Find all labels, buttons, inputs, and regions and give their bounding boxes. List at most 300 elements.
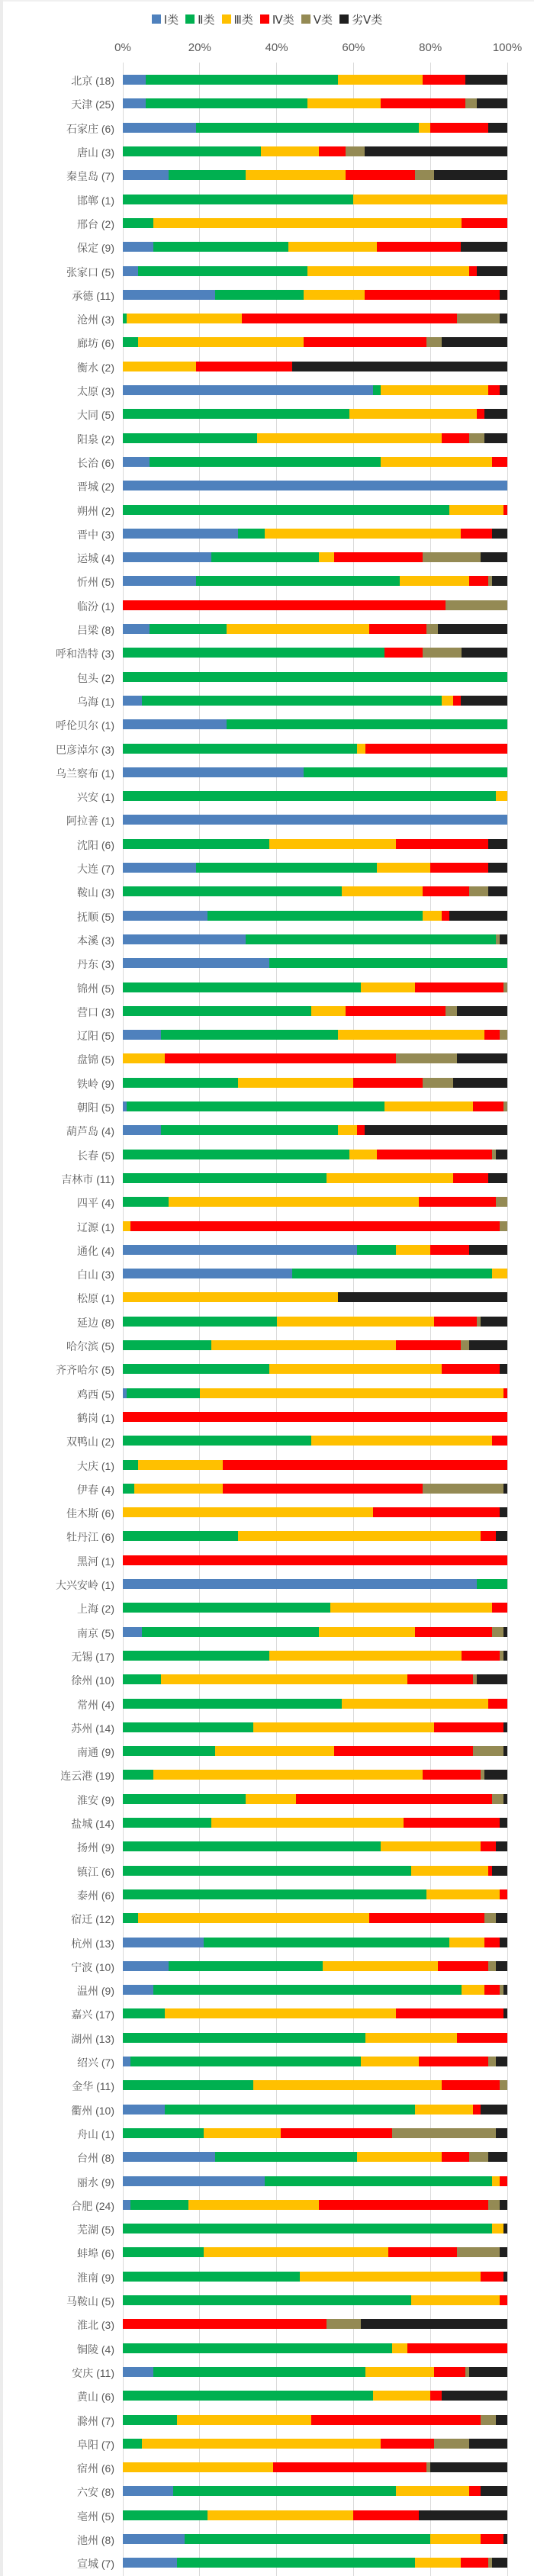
bar-segment-Ⅲ类: [177, 2415, 311, 2425]
bar-segment-Ⅲ类: [492, 2176, 500, 2186]
bar-segment-Ⅱ类: [357, 1245, 395, 1255]
bar-segment-Ⅰ类: [123, 1938, 204, 1947]
chart-row: [0, 2240, 534, 2264]
bar-segment-Ⅰ类: [123, 290, 215, 300]
city-label: 扬州 (9): [77, 1841, 114, 1854]
bar-segment-Ⅳ类: [462, 1651, 500, 1661]
bar-segment-Ⅱ类: [123, 2033, 365, 2043]
bar-segment-Ⅲ类: [123, 1221, 130, 1231]
bar-segment-Ⅱ类: [123, 1197, 169, 1207]
bar-segment-Ⅴ类: [481, 2415, 496, 2425]
bar-segment-Ⅳ类: [492, 1603, 507, 1613]
bar-segment-劣Ⅴ类: [488, 886, 507, 896]
bar-segment-劣Ⅴ类: [462, 648, 507, 658]
bar-segment-Ⅴ类: [469, 433, 484, 443]
chart-row: [0, 2312, 534, 2336]
stacked-bar: [123, 1150, 507, 1159]
bar-segment-Ⅱ类: [123, 1173, 327, 1183]
chart-row: [0, 2073, 534, 2097]
city-label: 南通 (9): [77, 1746, 114, 1759]
chart-row: [0, 140, 534, 163]
city-label: 上海 (2): [77, 1603, 114, 1616]
bar-segment-Ⅲ类: [319, 1627, 415, 1637]
chart-row: [0, 426, 534, 450]
chart-row: [0, 1452, 534, 1476]
bar-segment-Ⅲ类: [138, 1460, 223, 1470]
bar-segment-Ⅱ类: [123, 982, 361, 992]
city-label: 宿州 (6): [77, 2462, 114, 2475]
chart-row: [0, 1691, 534, 1715]
bar-segment-Ⅴ类: [434, 2439, 468, 2449]
stacked-bar: [123, 1818, 507, 1828]
chart-row: [0, 2455, 534, 2479]
bar-segment-Ⅱ类: [207, 911, 423, 921]
city-label: 邢台 (2): [77, 217, 114, 230]
bar-segment-Ⅰ类: [123, 2176, 265, 2186]
bar-segment-Ⅲ类: [161, 1674, 407, 1684]
bar-segment-Ⅳ类: [123, 1555, 507, 1565]
bar-segment-Ⅰ类: [123, 911, 207, 921]
city-label: 芜湖 (5): [77, 2224, 114, 2237]
bar-segment-Ⅳ类: [123, 2319, 327, 2329]
bar-segment-Ⅲ类: [307, 266, 469, 276]
bar-segment-劣Ⅴ类: [457, 1053, 507, 1063]
city-label: 鹤岗 (1): [77, 1411, 114, 1424]
bar-segment-Ⅱ类: [123, 146, 261, 156]
bar-segment-Ⅲ类: [134, 1484, 223, 1494]
bar-segment-Ⅲ类: [323, 1961, 438, 1971]
stacked-bar: [123, 863, 507, 873]
bar-segment-Ⅳ类: [484, 1030, 500, 1040]
bar-segment-Ⅱ类: [123, 1364, 269, 1374]
stacked-bar: [123, 314, 507, 323]
bar-segment-Ⅱ类: [146, 75, 338, 85]
stacked-bar: [123, 1436, 507, 1446]
bar-segment-Ⅴ类: [423, 648, 461, 658]
bar-segment-Ⅳ类: [396, 839, 488, 849]
stacked-bar: [123, 2200, 507, 2210]
stacked-bar: [123, 170, 507, 180]
city-label: 湖州 (13): [71, 2032, 114, 2045]
city-label: 松原 (1): [77, 1292, 114, 1305]
bar-segment-Ⅳ类: [469, 576, 488, 586]
bar-segment-Ⅳ类: [442, 2152, 468, 2162]
stacked-bar: [123, 1889, 507, 1899]
city-label: 大庆 (1): [77, 1459, 114, 1472]
chart-row: [0, 355, 534, 378]
bar-segment-Ⅳ类: [484, 1985, 500, 1995]
stacked-bar: [123, 886, 507, 896]
stacked-bar: [123, 1913, 507, 1923]
stacked-bar: [123, 2534, 507, 2544]
chart-row: [0, 1023, 534, 1047]
bar-segment-Ⅱ类: [123, 195, 353, 204]
stacked-bar: [123, 2558, 507, 2568]
bar-segment-Ⅱ类: [123, 1746, 215, 1756]
chart-row: [0, 1906, 534, 1930]
bar-segment-Ⅳ类: [369, 624, 427, 634]
city-label: 安庆 (11): [72, 2366, 114, 2379]
city-label: 朝阳 (5): [77, 1101, 114, 1114]
stacked-bar: [123, 98, 507, 108]
chart-row: [0, 2479, 534, 2503]
stacked-bar: [123, 815, 507, 825]
bar-segment-Ⅱ类: [165, 2105, 415, 2115]
stacked-bar: [123, 2080, 507, 2090]
bar-segment-Ⅳ类: [377, 242, 462, 252]
legend-label: Ⅲ类: [233, 13, 253, 27]
bar-segment-Ⅲ类: [123, 1507, 373, 1517]
bar-segment-Ⅳ类: [434, 2367, 465, 2377]
bar-segment-Ⅳ类: [223, 1460, 507, 1470]
bar-segment-Ⅲ类: [138, 1913, 368, 1923]
city-label: 葫芦岛 (4): [66, 1125, 114, 1138]
chart-row: [0, 188, 534, 211]
bar-segment-Ⅳ类: [434, 1317, 476, 1327]
bar-segment-劣Ⅴ类: [484, 433, 507, 443]
stacked-bar: [123, 2415, 507, 2425]
bar-segment-劣Ⅴ类: [496, 1961, 507, 1971]
chart-row: [0, 1524, 534, 1548]
stacked-bar: [123, 2008, 507, 2018]
bar-segment-Ⅰ类: [123, 170, 169, 180]
bar-segment-Ⅱ类: [123, 839, 269, 849]
bar-segment-劣Ⅴ类: [492, 1866, 507, 1876]
chart-row: [0, 1835, 534, 1858]
bar-segment-Ⅰ类: [123, 242, 153, 252]
chart-row: [0, 2121, 534, 2145]
stacked-bar: [123, 2176, 507, 2186]
bar-segment-Ⅲ类: [462, 1985, 484, 1995]
chart-row: [0, 904, 534, 928]
bar-segment-Ⅲ类: [496, 791, 507, 801]
bar-segment-Ⅲ类: [269, 839, 396, 849]
chart-row: [0, 2169, 534, 2192]
city-label: 阳泉 (2): [77, 433, 114, 445]
chart-row: [0, 1214, 534, 1237]
bar-segment-Ⅳ类: [488, 385, 500, 395]
bar-segment-Ⅲ类: [138, 337, 304, 347]
bar-segment-Ⅱ类: [123, 1484, 134, 1494]
chart-row: [0, 1811, 534, 1835]
bar-segment-劣Ⅴ类: [500, 2200, 507, 2210]
city-label: 包头 (2): [77, 671, 114, 684]
bar-segment-Ⅲ类: [342, 886, 423, 896]
chart-row: [0, 522, 534, 545]
bar-segment-Ⅳ类: [453, 696, 461, 706]
bar-segment-Ⅱ类: [123, 505, 449, 515]
stacked-bar: [123, 2391, 507, 2401]
bar-segment-劣Ⅴ类: [457, 1006, 507, 1016]
bar-segment-Ⅳ类: [492, 457, 507, 467]
bar-segment-劣Ⅴ类: [365, 146, 507, 156]
bar-segment-Ⅳ类: [407, 1674, 473, 1684]
bar-segment-Ⅱ类: [123, 2510, 207, 2520]
stacked-bar: [123, 1101, 507, 1111]
x-tick-label: 100%: [492, 41, 523, 54]
bar-segment-劣Ⅴ类: [481, 1317, 507, 1327]
bar-segment-Ⅱ类: [123, 1841, 381, 1851]
chart-row: [0, 975, 534, 999]
bar-segment-Ⅰ类: [123, 481, 507, 490]
bar-segment-Ⅰ类: [123, 385, 373, 395]
bar-segment-Ⅲ类: [211, 1818, 404, 1828]
chart-row: [0, 68, 534, 92]
bar-segment-Ⅱ类: [123, 409, 349, 419]
bar-segment-Ⅲ类: [319, 552, 334, 562]
bar-segment-Ⅲ类: [238, 1531, 481, 1541]
city-label: 沧州 (3): [77, 314, 114, 326]
bar-segment-Ⅱ类: [150, 457, 380, 467]
bar-segment-Ⅳ类: [500, 2176, 507, 2186]
city-label: 运城 (4): [77, 552, 114, 565]
bar-segment-劣Ⅴ类: [430, 2462, 507, 2472]
bar-segment-Ⅳ类: [242, 314, 457, 323]
bar-segment-劣Ⅴ类: [484, 1770, 507, 1780]
bar-segment-Ⅲ类: [492, 2224, 503, 2233]
bar-segment-劣Ⅴ类: [365, 1125, 507, 1135]
bar-segment-Ⅲ类: [123, 2462, 273, 2472]
stacked-bar: [123, 2247, 507, 2257]
city-label: 兴安 (1): [77, 791, 114, 804]
bar-segment-Ⅴ类: [503, 1101, 507, 1111]
bar-segment-劣Ⅴ类: [500, 385, 507, 395]
bar-segment-劣Ⅴ类: [500, 1818, 507, 1828]
stacked-bar: [123, 1388, 507, 1398]
chart-row: [0, 2193, 534, 2217]
bar-segment-Ⅳ类: [396, 1340, 462, 1350]
bar-segment-Ⅱ类: [123, 337, 138, 347]
bar-segment-劣Ⅴ类: [338, 1292, 507, 1302]
bar-segment-劣Ⅴ类: [500, 1364, 507, 1374]
bar-segment-Ⅴ类: [488, 2057, 496, 2066]
city-label: 阜阳 (7): [77, 2438, 114, 2451]
bar-segment-Ⅱ类: [130, 2057, 361, 2066]
bar-segment-劣Ⅴ类: [469, 1340, 507, 1350]
bar-segment-Ⅲ类: [269, 1651, 462, 1661]
bar-segment-Ⅰ类: [123, 767, 304, 777]
bar-segment-劣Ⅴ类: [492, 2558, 507, 2568]
bar-segment-Ⅴ类: [500, 1030, 507, 1040]
chart-row: [0, 2265, 534, 2288]
bar-segment-Ⅱ类: [123, 2295, 411, 2305]
bar-segment-Ⅴ类: [392, 2128, 496, 2138]
city-label: 马鞍山 (5): [66, 2295, 114, 2308]
chart-row: [0, 1620, 534, 1644]
bar-segment-Ⅲ类: [277, 1317, 435, 1327]
bar-segment-Ⅳ类: [442, 1364, 500, 1374]
city-label: 绍兴 (7): [77, 2057, 114, 2069]
bar-segment-Ⅰ类: [123, 719, 227, 729]
stacked-bar: [123, 2343, 507, 2353]
city-label: 辽阳 (5): [77, 1030, 114, 1043]
bar-segment-Ⅱ类: [123, 1150, 349, 1159]
bar-segment-Ⅳ类: [438, 1961, 488, 1971]
stacked-bar: [123, 767, 507, 777]
city-label: 徐州 (10): [71, 1674, 114, 1687]
bar-segment-劣Ⅴ类: [503, 2272, 507, 2282]
legend-label: Ⅱ类: [198, 13, 215, 27]
legend-label: Ⅴ类: [313, 13, 333, 27]
bar-segment-Ⅱ类: [123, 672, 507, 682]
bar-segment-Ⅲ类: [327, 1173, 453, 1183]
bar-segment-Ⅱ类: [169, 170, 246, 180]
bar-segment-Ⅰ类: [123, 624, 150, 634]
bar-segment-Ⅳ类: [503, 1388, 507, 1398]
city-label: 临汾 (1): [77, 600, 114, 613]
city-label: 丽水 (9): [77, 2176, 114, 2188]
bar-segment-劣Ⅴ类: [469, 1245, 507, 1255]
chart-row: [0, 1500, 534, 1524]
city-label: 营口 (3): [77, 1005, 114, 1018]
bar-segment-Ⅱ类: [265, 2176, 491, 2186]
city-label: 大连 (7): [77, 863, 114, 876]
bar-segment-Ⅳ类: [273, 2462, 427, 2472]
bar-segment-Ⅱ类: [123, 1794, 246, 1804]
bar-segment-Ⅱ类: [227, 719, 507, 729]
bar-segment-Ⅴ类: [465, 98, 477, 108]
stacked-bar: [123, 1221, 507, 1231]
stacked-bar: [123, 1770, 507, 1780]
bar-segment-Ⅲ类: [300, 2272, 481, 2282]
bar-segment-Ⅳ类: [381, 98, 465, 108]
bar-segment-Ⅱ类: [123, 648, 384, 658]
chart-row: [0, 2217, 534, 2240]
city-label: 泰州 (6): [77, 1889, 114, 1902]
chart-row: [0, 1572, 534, 1596]
bar-segment-Ⅰ类: [123, 123, 196, 133]
city-label: 大同 (5): [77, 409, 114, 422]
bar-segment-劣Ⅴ类: [419, 2510, 507, 2520]
bar-segment-Ⅰ类: [123, 457, 150, 467]
bar-segment-Ⅳ类: [373, 1507, 500, 1517]
chart-row: [0, 736, 534, 760]
bar-segment-Ⅰ类: [123, 1627, 142, 1637]
bar-segment-劣Ⅴ类: [496, 2057, 507, 2066]
bar-segment-Ⅱ类: [146, 98, 307, 108]
city-label: 铜陵 (4): [77, 2343, 114, 2356]
city-label: 金华 (11): [72, 2080, 114, 2093]
city-label: 六安 (8): [77, 2486, 114, 2499]
stacked-bar: [123, 672, 507, 682]
chart-row: [0, 92, 534, 115]
chart-row: [0, 1285, 534, 1309]
stacked-bar: [123, 2272, 507, 2282]
city-label: 佳木斯 (6): [66, 1507, 114, 1520]
city-label: 长治 (6): [77, 456, 114, 469]
bar-segment-Ⅳ类: [477, 409, 484, 419]
city-label: 廊坊 (6): [77, 337, 114, 350]
bar-segment-劣Ⅴ类: [496, 1841, 507, 1851]
bar-segment-Ⅳ类: [461, 2558, 487, 2568]
bar-segment-劣Ⅴ类: [488, 839, 507, 849]
bar-segment-Ⅲ类: [253, 1722, 434, 1732]
stacked-bar: [123, 1269, 507, 1278]
bar-segment-Ⅴ类: [500, 2080, 507, 2090]
bar-segment-Ⅴ类: [488, 2200, 500, 2210]
bar-segment-Ⅱ类: [123, 2439, 142, 2449]
bar-segment-Ⅴ类: [496, 1197, 507, 1207]
bar-segment-Ⅲ类: [211, 1340, 396, 1350]
bar-segment-Ⅰ类: [123, 1030, 161, 1040]
bar-segment-Ⅱ类: [246, 934, 496, 944]
bar-segment-劣Ⅴ类: [488, 1173, 507, 1183]
bar-segment-劣Ⅴ类: [492, 576, 507, 586]
city-label: 秦皇岛 (7): [66, 170, 114, 183]
bar-segment-Ⅴ类: [492, 1627, 503, 1637]
bar-segment-Ⅰ类: [123, 1269, 292, 1278]
bar-segment-Ⅲ类: [204, 2128, 281, 2138]
stacked-bar: [123, 1627, 507, 1637]
stacked-bar: [123, 1985, 507, 1995]
bar-segment-Ⅲ类: [338, 1030, 484, 1040]
city-label: 吕梁 (8): [77, 624, 114, 637]
bar-segment-劣Ⅴ类: [477, 266, 507, 276]
bar-segment-Ⅱ类: [123, 1006, 311, 1016]
bar-segment-Ⅳ类: [123, 600, 446, 610]
city-label: 张家口 (5): [66, 265, 114, 278]
bar-segment-Ⅱ类: [123, 433, 257, 443]
chart-row: [0, 856, 534, 880]
chart-row: [0, 2336, 534, 2360]
stacked-bar: [123, 744, 507, 754]
stacked-bar: [123, 505, 507, 515]
bar-segment-Ⅳ类: [423, 75, 465, 85]
stacked-bar: [123, 1292, 507, 1302]
bar-segment-Ⅳ类: [357, 1125, 365, 1135]
bar-segment-Ⅳ类: [415, 1627, 492, 1637]
bar-segment-Ⅱ类: [161, 1030, 338, 1040]
bar-segment-劣Ⅴ类: [442, 337, 507, 347]
bar-segment-Ⅱ类: [215, 2152, 357, 2162]
city-label: 连云港 (19): [60, 1770, 114, 1783]
bar-segment-Ⅳ类: [481, 2272, 503, 2282]
chart-row: [0, 378, 534, 402]
bar-segment-Ⅱ类: [123, 218, 153, 228]
city-label: 辽源 (1): [77, 1220, 114, 1233]
chart-row: [0, 1071, 534, 1095]
stacked-bar: [123, 337, 507, 347]
bar-segment-Ⅲ类: [204, 2247, 388, 2257]
bar-segment-Ⅳ类: [419, 2057, 488, 2066]
bar-segment-劣Ⅴ类: [496, 2415, 507, 2425]
city-label: 乌兰察布 (1): [56, 767, 114, 780]
bar-segment-Ⅴ类: [457, 314, 499, 323]
stacked-bar: [123, 1053, 507, 1063]
city-label: 大兴安岭 (1): [56, 1579, 114, 1592]
bar-segment-Ⅲ类: [188, 2200, 319, 2210]
bar-segment-劣Ⅴ类: [488, 2152, 507, 2162]
bar-segment-Ⅱ类: [161, 1125, 338, 1135]
bar-segment-Ⅲ类: [342, 1699, 488, 1709]
bar-segment-Ⅴ类: [423, 1078, 453, 1088]
city-label: 温州 (9): [77, 1985, 114, 1998]
chart-row: [0, 1143, 534, 1166]
stacked-bar: [123, 1412, 507, 1422]
chart-row: [0, 1787, 534, 1811]
stacked-bar: [123, 529, 507, 539]
stacked-bar: [123, 1245, 507, 1255]
bar-segment-Ⅲ类: [311, 1436, 492, 1446]
stacked-bar: [123, 1078, 507, 1088]
bar-segment-Ⅲ类: [400, 576, 469, 586]
stacked-bar: [123, 1674, 507, 1684]
chart-row: [0, 1596, 534, 1619]
chart-row: [0, 1190, 534, 1214]
stacked-bar: [123, 1555, 507, 1565]
bar-segment-Ⅱ类: [123, 1913, 138, 1923]
stacked-bar: [123, 1746, 507, 1756]
